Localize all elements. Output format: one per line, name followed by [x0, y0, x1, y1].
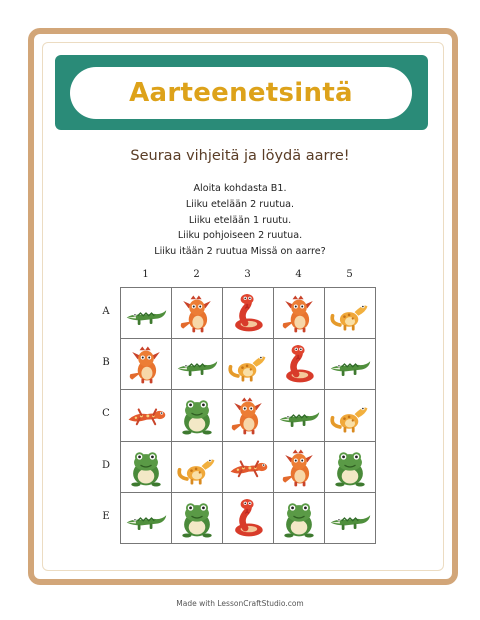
lizard-icon: [174, 444, 220, 490]
treasure-grid: [120, 287, 376, 544]
grid-cell-a1[interactable]: [121, 288, 172, 339]
frog-icon: [123, 444, 169, 490]
grid-cell-d1[interactable]: [121, 442, 172, 493]
dragon-icon: [174, 290, 220, 336]
column-header-5: 5: [346, 269, 353, 280]
footer-credit: Made with LessonCraftStudio.com: [176, 599, 304, 608]
salamander-icon: [225, 444, 271, 490]
column-header-4: 4: [295, 269, 302, 280]
column-header-2: 2: [193, 269, 200, 280]
grid-cell-e5[interactable]: [325, 493, 376, 544]
column-header-1: 1: [142, 269, 149, 280]
column-header-3: 3: [244, 269, 251, 280]
lizard-icon: [225, 341, 271, 387]
crocodile-icon: [327, 341, 373, 387]
grid-cell-b4[interactable]: [274, 339, 325, 390]
snake-icon: [225, 290, 271, 336]
instructions-list: [0, 181, 480, 260]
frog-icon: [174, 392, 220, 438]
grid-cell-b5[interactable]: [325, 339, 376, 390]
crocodile-icon: [276, 392, 322, 438]
salamander-icon: [123, 392, 169, 438]
grid-cell-a4[interactable]: [274, 288, 325, 339]
instruction-line: Liiku pohjoiseen 2 ruutua.: [177, 230, 303, 242]
snake-icon: [225, 495, 271, 541]
frog-icon: [276, 495, 322, 541]
grid-cell-e2[interactable]: [172, 493, 223, 544]
grid-cell-b3[interactable]: [223, 339, 274, 390]
grid-cell-a2[interactable]: [172, 288, 223, 339]
row-header-c: C: [102, 408, 110, 419]
crocodile-icon: [327, 495, 373, 541]
row-header-d: D: [101, 460, 111, 471]
row-header-e: E: [102, 511, 110, 522]
grid-cell-c1[interactable]: [121, 390, 172, 441]
crocodile-icon: [123, 290, 169, 336]
crocodile-icon: [123, 495, 169, 541]
row-header-b: B: [102, 357, 110, 368]
grid-cell-e1[interactable]: [121, 493, 172, 544]
grid-cell-e3[interactable]: [223, 493, 274, 544]
instruction-line: Liiku etelään 1 ruutu.: [188, 214, 292, 226]
instruction-line: Liiku etelään 2 ruutua.: [185, 198, 295, 210]
crocodile-icon: [174, 341, 220, 387]
dragon-icon: [225, 392, 271, 438]
lizard-icon: [327, 290, 373, 336]
snake-icon: [276, 341, 322, 387]
grid-cell-a5[interactable]: [325, 288, 376, 339]
title-banner: [55, 55, 428, 130]
grid-cell-d4[interactable]: [274, 442, 325, 493]
grid-cell-d2[interactable]: [172, 442, 223, 493]
grid-cell-b1[interactable]: [121, 339, 172, 390]
grid-cell-b2[interactable]: [172, 339, 223, 390]
dragon-icon: [123, 341, 169, 387]
dragon-icon: [276, 444, 322, 490]
dragon-icon: [276, 290, 322, 336]
title-pill: [70, 67, 412, 119]
grid-cell-c2[interactable]: [172, 390, 223, 441]
page-subtitle: Seuraa vihjeitä ja löydä aarre!: [130, 148, 350, 164]
grid-cell-c4[interactable]: [274, 390, 325, 441]
grid-cell-c3[interactable]: [223, 390, 274, 441]
row-header-a: A: [102, 306, 110, 317]
frog-icon: [174, 495, 220, 541]
instruction-line: Aloita kohdasta B1.: [193, 183, 287, 194]
frog-icon: [327, 444, 373, 490]
grid-cell-d3[interactable]: [223, 442, 274, 493]
grid-cell-a3[interactable]: [223, 288, 274, 339]
grid-cell-c5[interactable]: [325, 390, 376, 441]
grid-cell-d5[interactable]: [325, 442, 376, 493]
lizard-icon: [327, 392, 373, 438]
grid-cell-e4[interactable]: [274, 493, 325, 544]
instruction-line: Liiku itään 2 ruutua Missä on aarre?: [154, 246, 326, 258]
page-title: Aarteenetsintä: [129, 78, 353, 108]
